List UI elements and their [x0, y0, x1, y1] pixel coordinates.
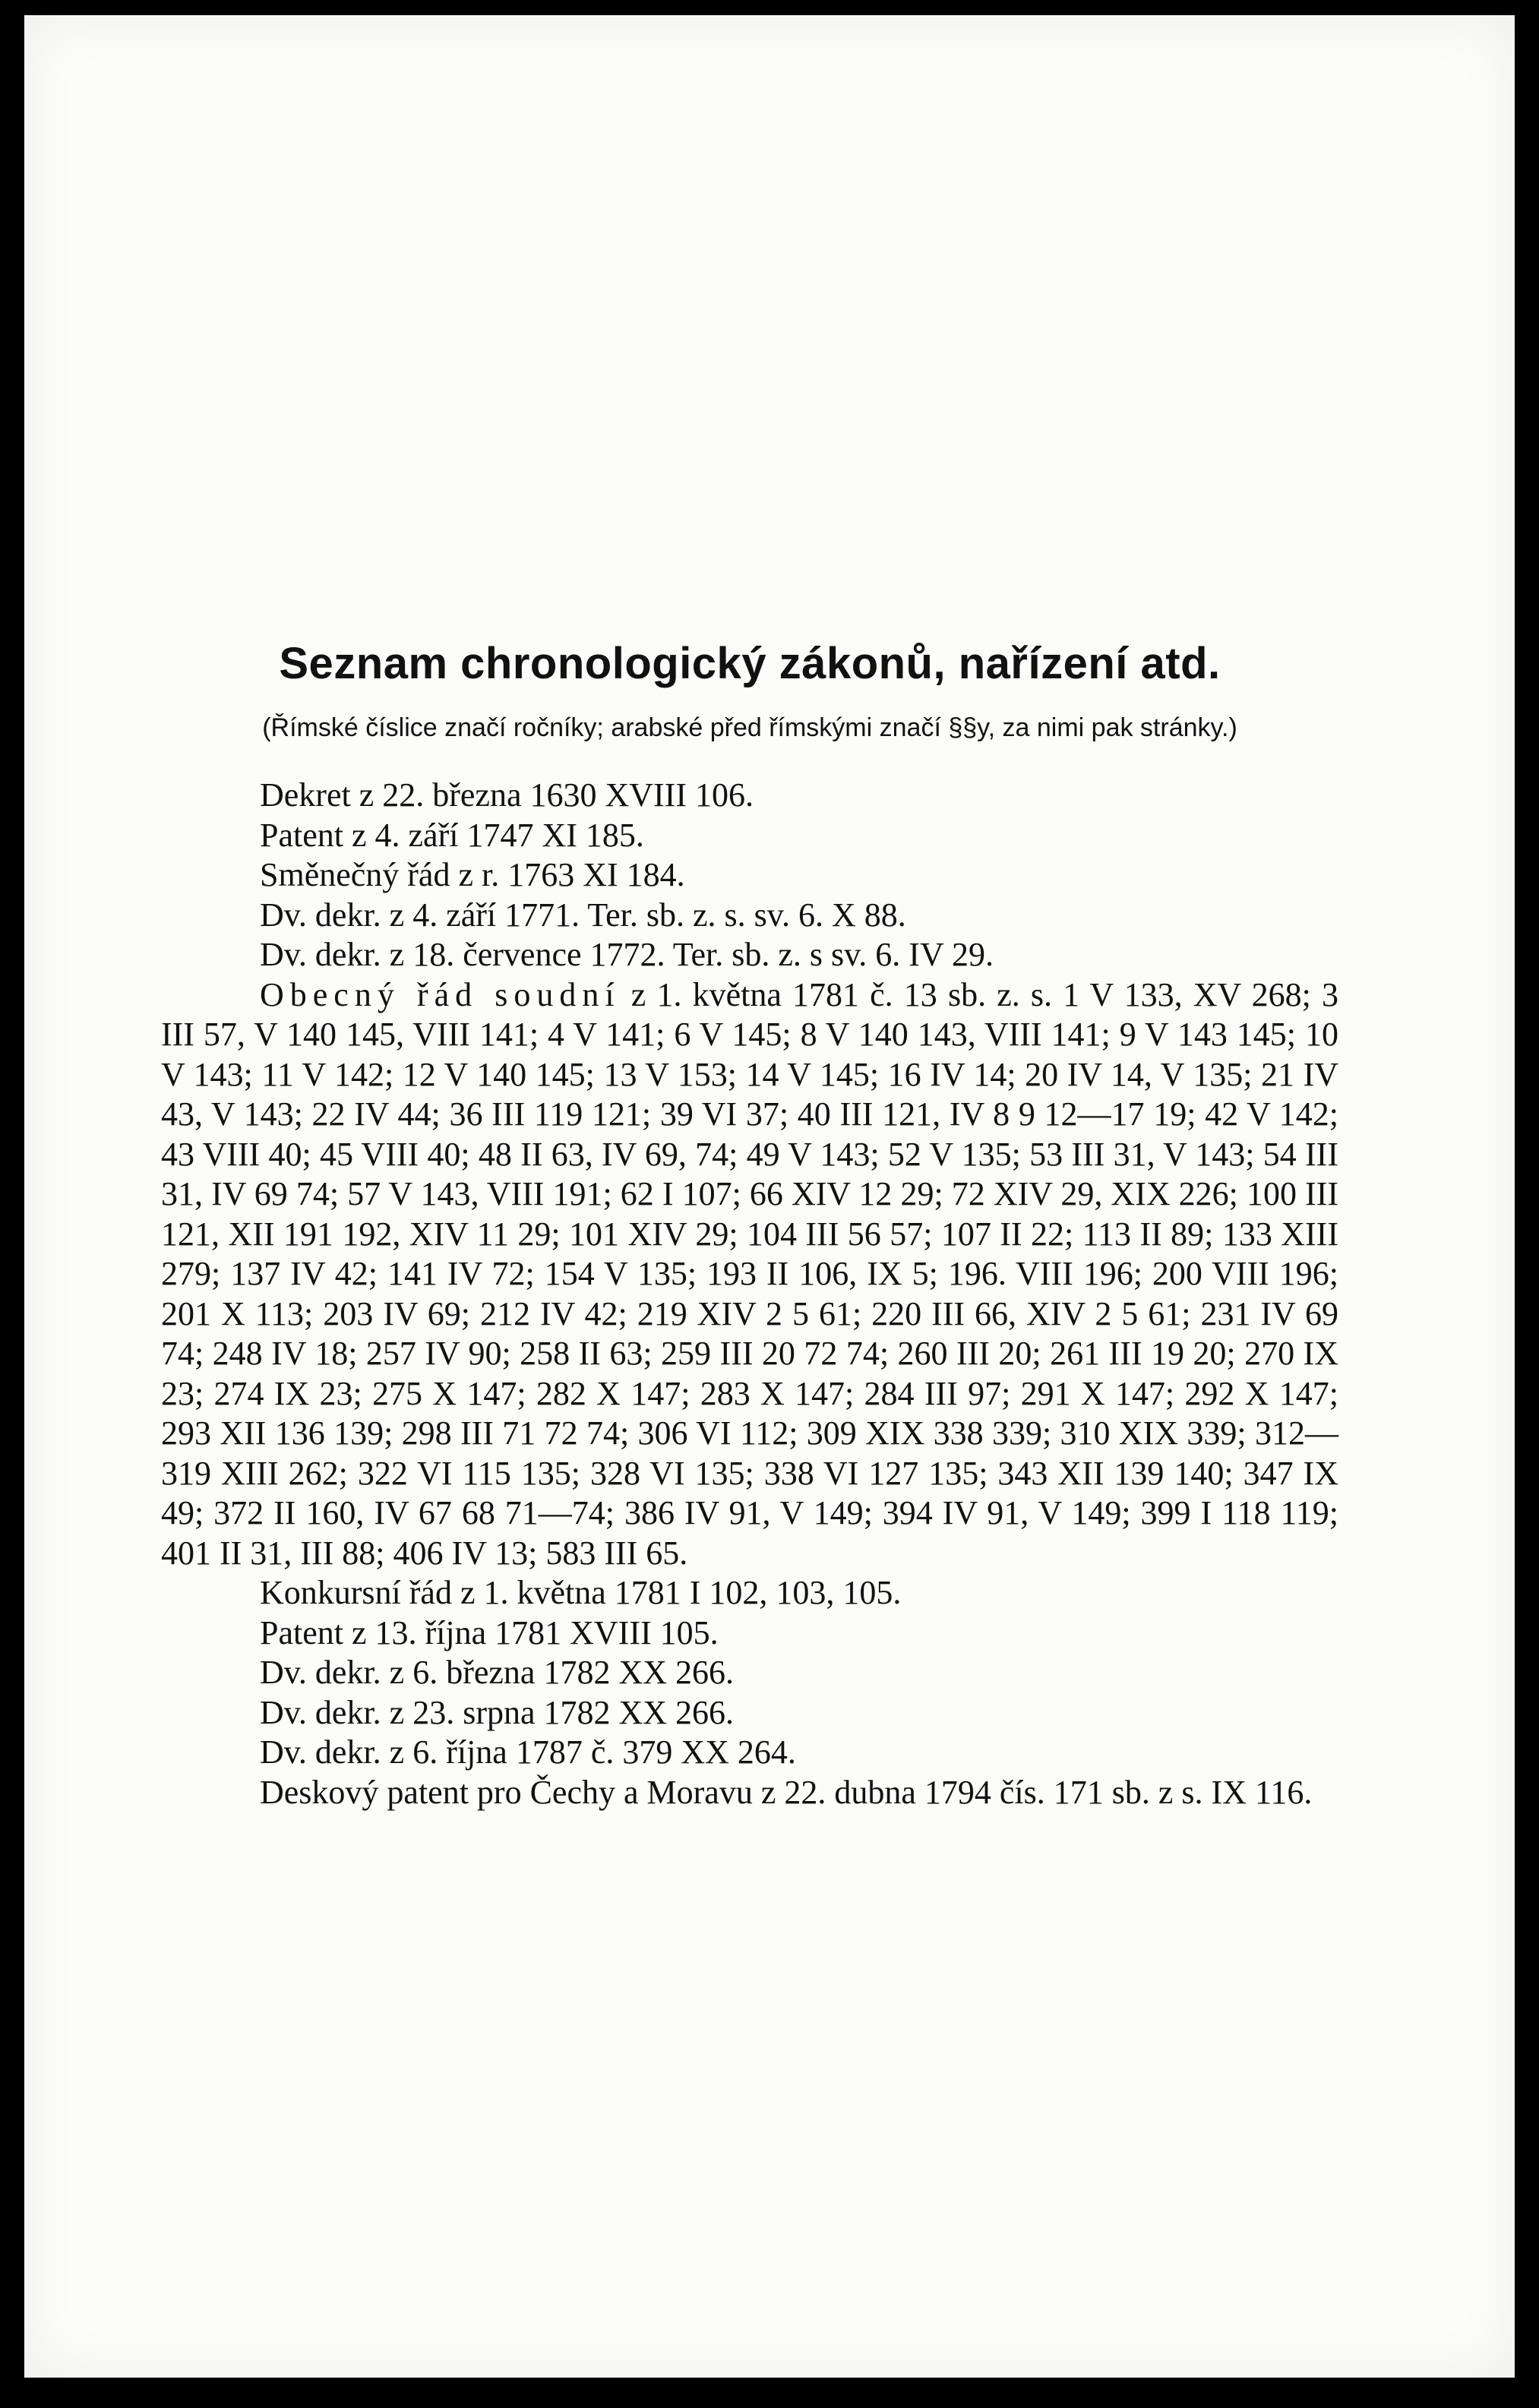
entry-obecny-rad-soudni — [161, 975, 1338, 1574]
entry-dv-dekr-1787: Dv. dekr. z 6. října 1787 č. 379 XX 264. — [260, 1733, 796, 1771]
document-page — [24, 15, 1515, 2378]
page-title: Seznam chronologický zákonů, nařízení atd. — [279, 639, 1221, 688]
obecny-rad-soudni-text: z 1. května 1781 č. 13 sb. z. s. 1 V 133, XV 268; 3 III 57, V 140 145, VIII 141; 4 V 141; 6 V 145; 8 V 140 143, VIII 141; 9 V 143 145; 10 V 143; 11 V 142; 12 V 140 145; 13 V 153; 14 V 145; 16 IV 14; 20 IV 14, V 135; 21 IV 43, V 143; 22 IV 44; 36 III 119 121; 39 VI 37; 40 III 121, IV 8 9 12—17 19; 42 V 142; 43 VIII 40; 45 VIII 40; 48 II 63, IV 69, 74; 49 V 143; 52 V 135; 53 III 31, V 143; 54 III 31, IV 69 74; 57 V 143, VIII 191; 62 I 107; 66 XIV 12 29; 72 XIV 29, XIX 226; 100 III 121, XII 191 192, XIV 11 29; 101 XIV 29; 104 III 56 57; 107 II 22; 113 II 89; 133 XIII 279; 137 IV 42; 141 IV 72; 154 V 135; 193 II 106, IX 5; 196. VIII 196; 200 VIII 196; 201 X 113; 203 IV 69; 212 IV 42; 219 XIV 2 5 61; 220 III 66, XIV 2 5 61; 231 IV 69 74; 248 IV 18; 257 IV 90; 258 II 63; 259 III 20 72 74; 260 III 20; 261 III 19 20; 270 IX 23; 274 IX 23; 275 X 147; 282 X 147; 283 X 147; 284 III 97; 291 X 147; 292 X 147; 293 XII 136 139; 298 III 71 72 74; 306 VI 112; 309 XIX 338 339; 310 XIX 339; 312—319 XIII 262; 322 VI 115 135; 328 VI 135; 338 VI 127 135; 343 XII 139 140; 347 IX 49; 372 II 160, IV 67 68 71—74; 386 IV 91, V 149; 394 IV 91, V 149; 399 I 118 119; 401 II 31, III 88; 406 IV 13; 583 III 65. — [161, 975, 1338, 1572]
entry-dv-dekr-1771: Dv. dekr. z 4. září 1771. Ter. sb. z. s. sv. 6. X 88. — [260, 896, 906, 934]
entry-dekret-1630: Dekret z 22. března 1630 XVIII 106. — [260, 776, 754, 814]
entry-konkursni-rad-1781: Konkursní řád z 1. května 1781 I 102, 103, 105. — [260, 1574, 902, 1611]
entry-deskovy-patent-1794: Deskový patent pro Čechy a Moravu z 22. dubna 1794 čís. 171 sb. z s. IX 116. — [260, 1773, 1313, 1811]
page-content — [161, 638, 1338, 1812]
entry-patent-1781: Patent z 13. října 1781 XVIII 105. — [260, 1613, 719, 1651]
obecny-rad-soudni-title: Obecný řád soudní — [260, 975, 621, 1013]
entry-dv-dekr-1772: Dv. dekr. z 18. července 1772. Ter. sb. z. s sv. 6. IV 29. — [260, 936, 994, 973]
entry-dv-dekr-1782-brezen: Dv. dekr. z 6. března 1782 XX 266. — [260, 1654, 734, 1691]
entry-smenecny-rad-1763: Směnečný řád z r. 1763 XI 184. — [260, 856, 685, 893]
page-subtitle: (Římské číslice značí ročníky; arabské před římskými značí §§y, za nimi pak stránky.) — [262, 713, 1237, 742]
entry-dv-dekr-1782-srpen: Dv. dekr. z 23. srpna 1782 XX 266. — [260, 1693, 735, 1731]
entry-patent-1747: Patent z 4. září 1747 XI 185. — [260, 816, 644, 854]
